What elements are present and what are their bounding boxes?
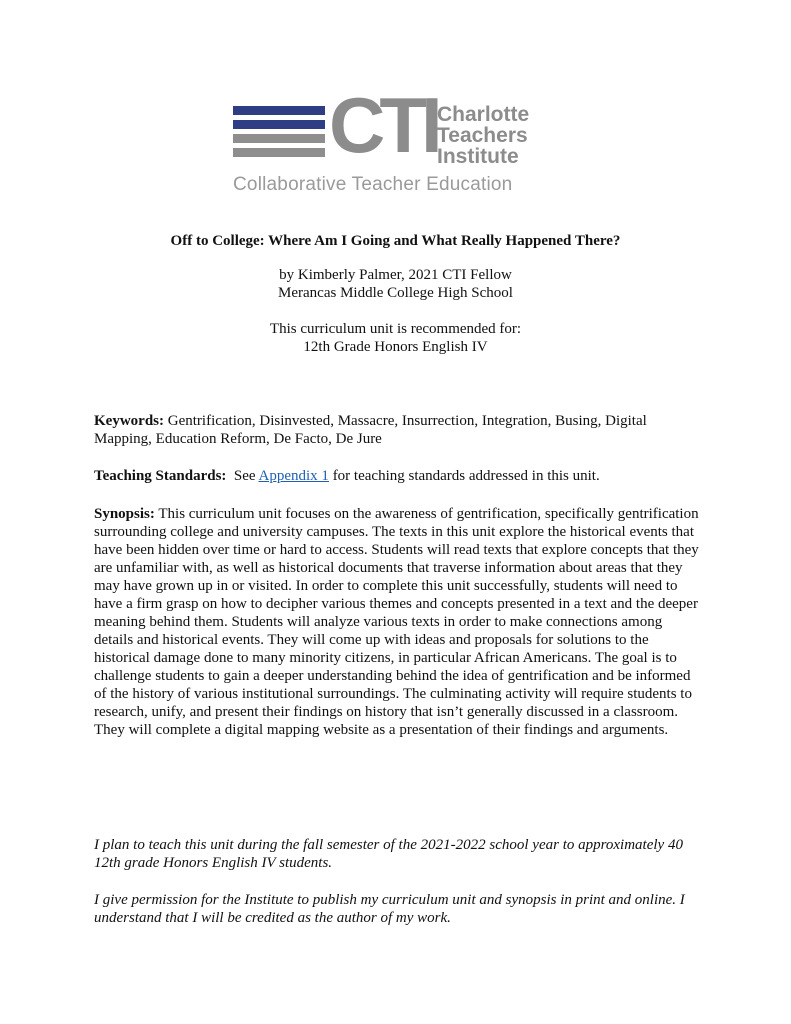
- logo-tagline: Collaborative Teacher Education: [233, 174, 513, 195]
- keywords-text: Gentrification, Disinvested, Massacre, Insurrection, Integration, Busing, Digital Mapping, Education Reform, De Facto, De Jure: [94, 413, 647, 447]
- logo-org-line: Institute: [437, 145, 519, 168]
- author-line: by Kimberly Palmer, 2021 CTI Fellow: [279, 267, 512, 283]
- cti-logo: [233, 81, 563, 196]
- synopsis-label: Synopsis:: [94, 506, 155, 522]
- logo-org-name: [437, 104, 529, 167]
- recommended-line: This curriculum unit is recommended for:: [269, 321, 522, 337]
- keywords-paragraph: [94, 412, 704, 448]
- standards-post: for teaching standards addressed in this unit.: [332, 468, 600, 484]
- appendix-link[interactable]: Appendix 1: [258, 468, 329, 484]
- keywords-label: Keywords:: [94, 413, 164, 429]
- plan-statement: I plan to teach this unit during the fall semester of the 2021-2022 school year to approximately 40 12th grade Honors English IV students.: [94, 837, 683, 871]
- logo-stripe-gray: [233, 148, 325, 157]
- synopsis-text: This curriculum unit focuses on the awareness of gentrification, specifically gentrification surrounding college and university campuses. The texts in this unit explore the historical events that have been hidden over time or hard to access. Students will read texts that explore concepts that they are unfamiliar with, as well as historical documents that traverse information about areas that they may have grown up in or visited. In order to complete this unit successfully, students will need to have a firm grasp on how to decipher various themes and concepts presented in a text and the deeper meaning behind them. Students will analyze various texts in order to make connections among details and historical events. They will come up with ideas and proposals for solutions to the historical damage done to many minority citizens, in particular African Americans. The goal is to challenge students to gain a deeper understanding behind the idea of gentrification and be informed of the history of various institutional surroundings. The culminating activity will require students to research, unify, and present their findings on history that isn’t generally discussed in a classroom. They will complete a digital mapping website as a presentation of their findings and arguments.: [94, 506, 699, 738]
- logo-stripes: [233, 106, 325, 162]
- permission-statement: I give permission for the Institute to publish my curriculum unit and synopsis in print and online. I understand that I will be credited as the author of my work.: [94, 892, 685, 926]
- standards-pre: See: [233, 468, 256, 484]
- logo-stripe-blue: [233, 106, 325, 115]
- logo-stripe-gray: [233, 134, 325, 143]
- grade-line: 12th Grade Honors English IV: [303, 339, 488, 355]
- logo-org-line: Charlotte: [437, 103, 530, 126]
- logo-stripe-blue: [233, 120, 325, 129]
- logo-org-line: Teachers: [437, 124, 528, 147]
- synopsis-paragraph: [94, 505, 704, 739]
- logo-letters: CTI: [329, 81, 437, 169]
- teaching-standards-paragraph: [94, 467, 704, 485]
- author-block: [0, 266, 791, 302]
- recommendation-block: [0, 320, 791, 356]
- unit-title: Off to College: Where Am I Going and What Really Happened There?: [170, 233, 621, 249]
- school-line: Merancas Middle College High School: [278, 285, 513, 301]
- standards-label: Teaching Standards:: [94, 468, 227, 484]
